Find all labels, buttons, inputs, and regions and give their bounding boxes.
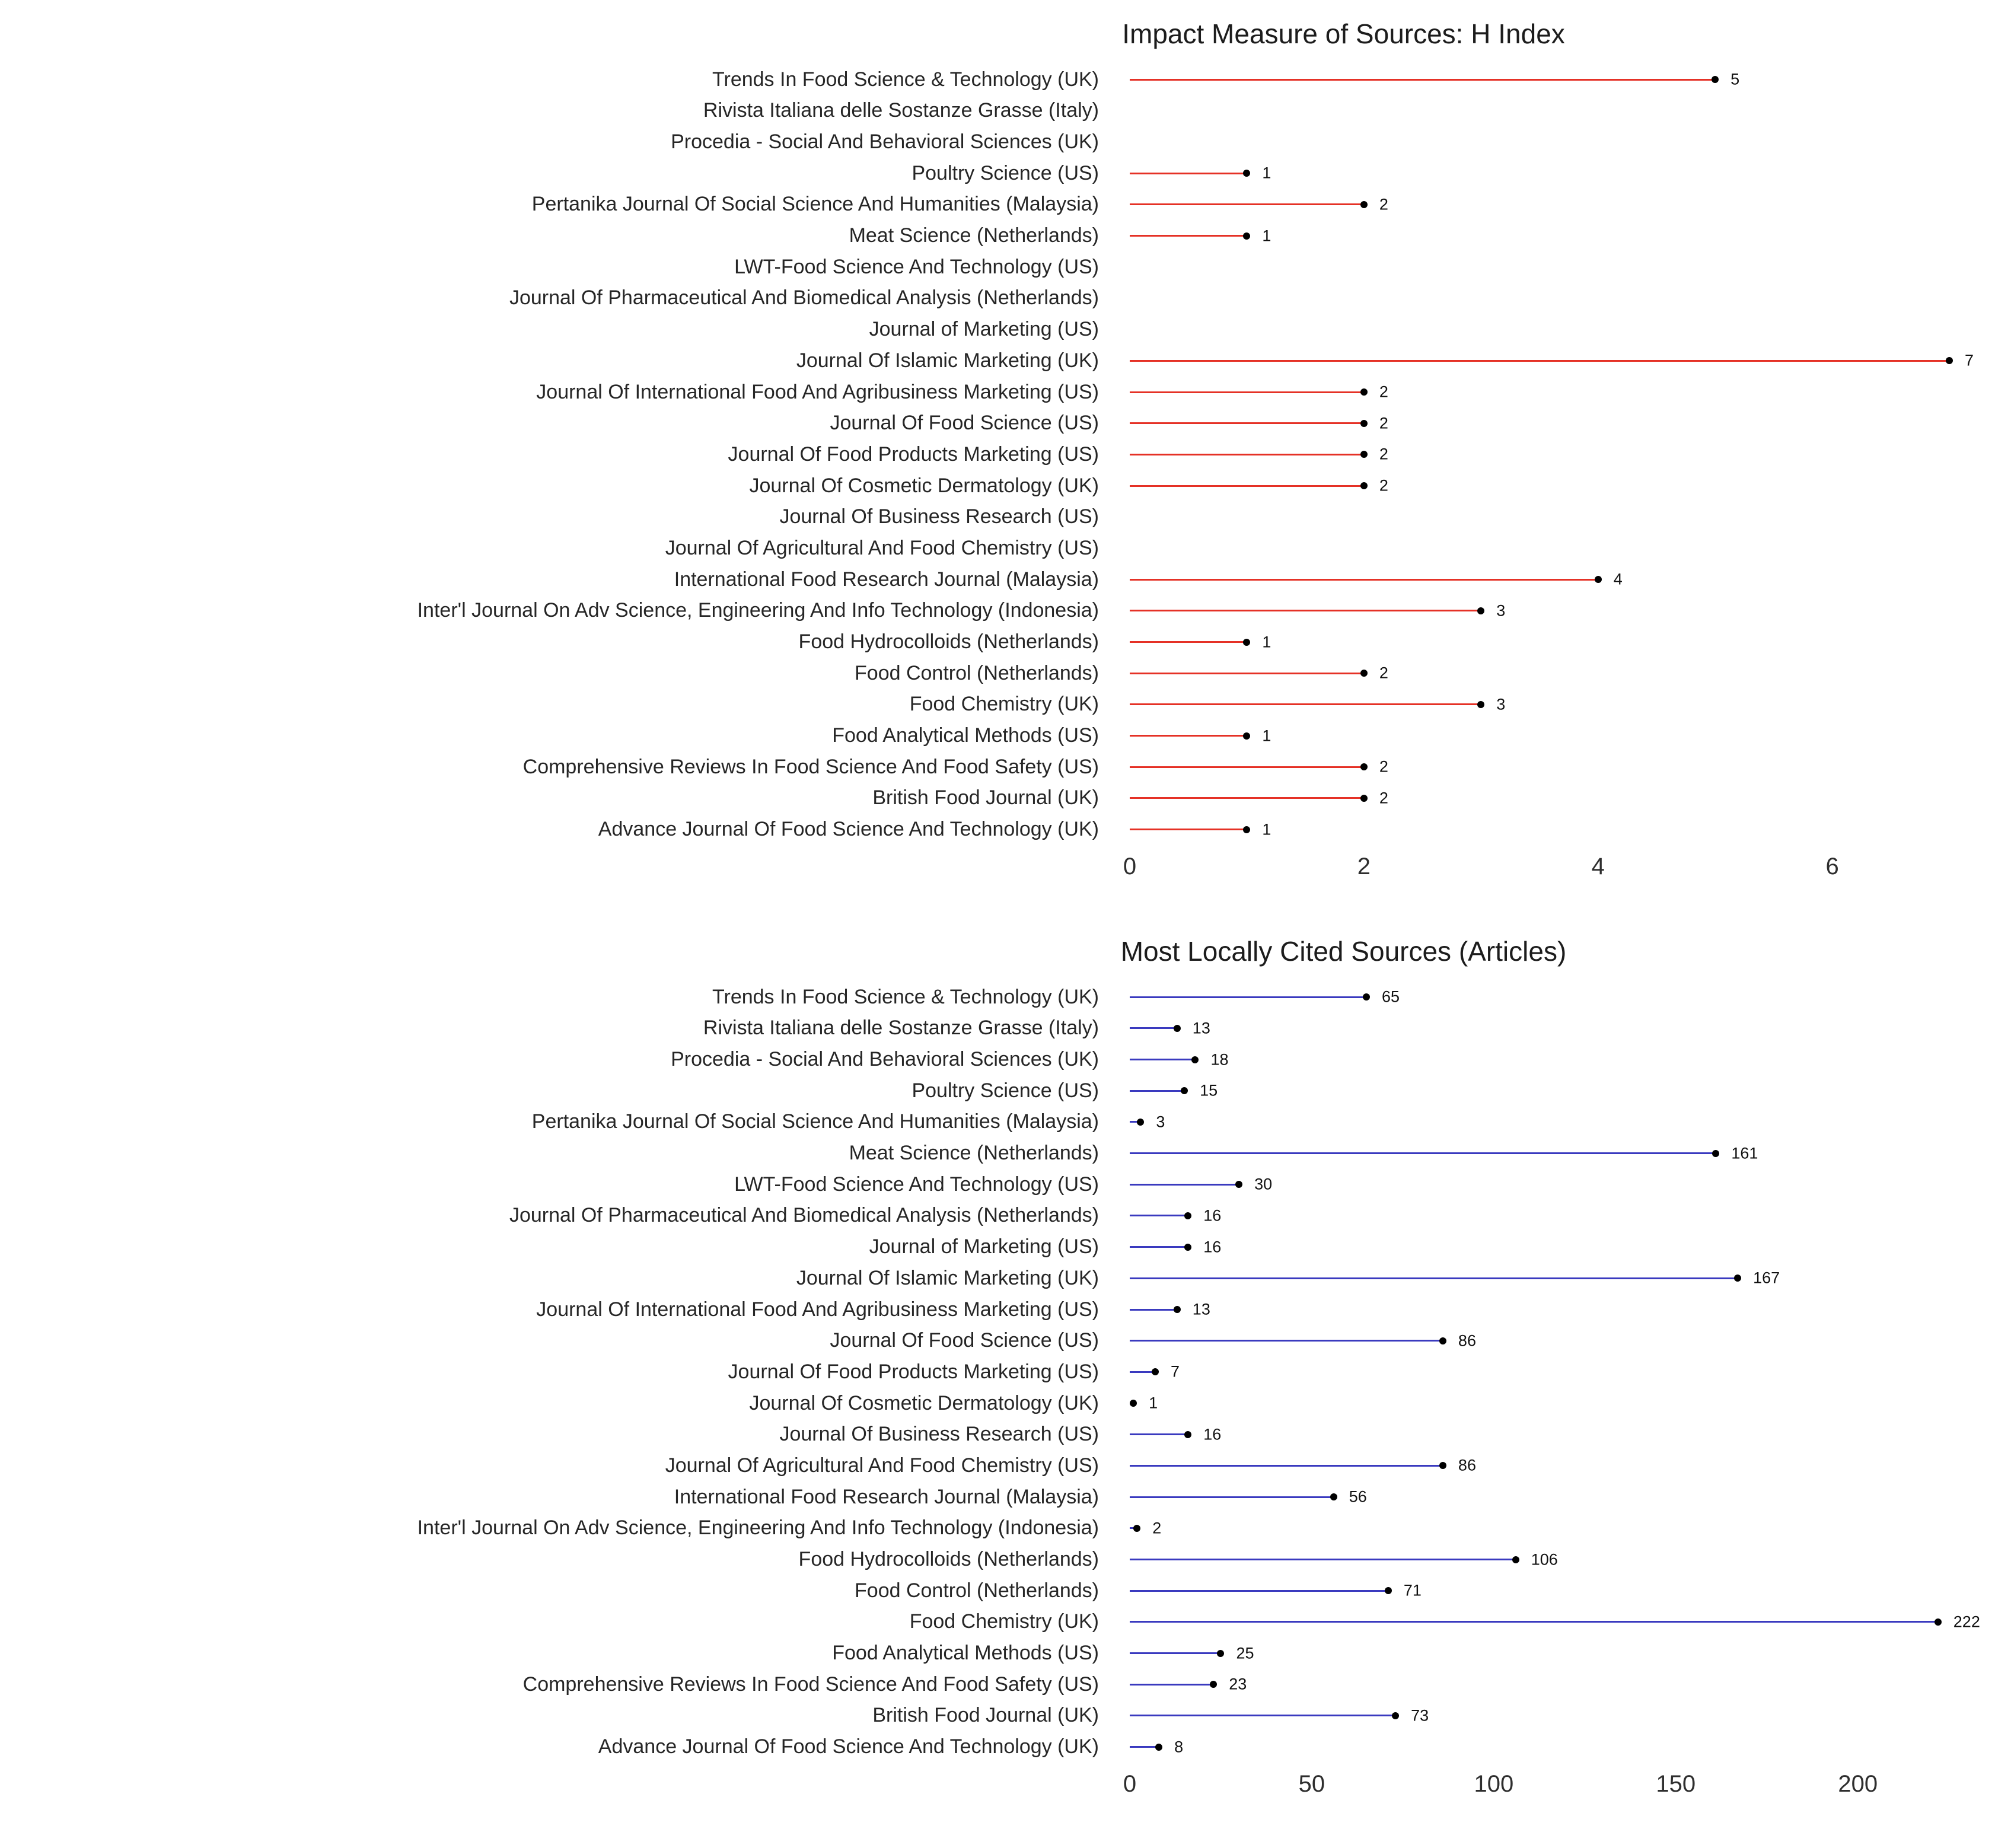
chart-row [15,126,1996,158]
lollipop-stem [1130,797,1364,799]
row-plot [1130,1544,1996,1575]
lollipop-stem [1130,703,1481,705]
value-label: 5 [1730,70,1740,88]
value-label: 16 [1203,1425,1222,1444]
category-label: Food Control (Netherlands) [855,1579,1099,1602]
row-plot [1130,189,1996,221]
value-label: 2 [1152,1519,1162,1537]
category-label: Journal Of Islamic Marketing (UK) [796,349,1099,372]
row-plot [1130,1356,1996,1388]
x-axis [15,1766,1996,1809]
category-label: Journal Of International Food And Agribusiness Marketing (US) [536,380,1099,403]
value-label: 13 [1192,1300,1210,1318]
chart-row [15,751,1996,783]
row-plot [1130,1075,1996,1107]
chart-row [15,1294,1996,1326]
lollipop-dot [1243,232,1250,240]
lollipop-stem [1130,1184,1239,1186]
category-label: Journal Of Agricultural And Food Chemistry (US) [665,536,1099,559]
category-label: Journal Of Cosmetic Dermatology (UK) [749,1391,1099,1414]
lollipop-stem [1130,360,1949,362]
lollipop-dot [1439,1462,1446,1469]
value-label: 2 [1379,383,1388,401]
lollipop-stem [1130,1684,1213,1685]
category-label: Inter'l Journal On Adv Science, Engineering And Info Technology (Indonesia) [417,599,1099,622]
lollipop-stem [1130,641,1247,643]
chart-row [15,345,1996,377]
value-label: 18 [1210,1050,1229,1068]
row-plot [1130,1107,1996,1138]
category-label: Comprehensive Reviews In Food Science And Food Safety (US) [522,755,1099,778]
lollipop-stem [1130,235,1247,237]
chart-row [15,251,1996,283]
category-label: Food Hydrocolloids (Netherlands) [798,630,1099,654]
row-plot [1130,1669,1996,1700]
chart-row [15,220,1996,251]
lollipop-stem [1130,1059,1195,1060]
lollipop-stem [1130,1559,1516,1560]
lollipop-dot [1477,701,1484,708]
x-axis-tick-label: 0 [1123,853,1137,880]
lollipop-dot [1181,1087,1188,1094]
category-label: Trends In Food Science & Technology (UK) [712,68,1099,91]
row-plot [1130,1012,1996,1044]
row-plot [1130,1325,1996,1356]
lollipop-stem [1130,1590,1388,1592]
chart-row [15,1231,1996,1263]
lollipop-stem [1130,829,1247,830]
row-plot [1130,1575,1996,1607]
chart-row [15,439,1996,470]
chart-row [15,1075,1996,1107]
x-axis-ticks [1123,849,1996,891]
value-label: 1 [1262,227,1271,245]
category-label: Pertanika Journal Of Social Science And Humanities (Malaysia) [531,1110,1099,1133]
x-axis-tick-label: 4 [1591,853,1605,880]
lollipop-dot [1155,1744,1162,1751]
value-label: 73 [1411,1706,1429,1725]
chart-row [15,1012,1996,1044]
lollipop-stem [1130,1215,1188,1216]
row-plot [1130,982,1996,1013]
lollipop-dot [1137,1119,1144,1126]
lollipop-stem [1130,1152,1716,1154]
row-plot [1130,64,1996,95]
lollipop-dot [1133,1525,1140,1532]
chart-row [15,501,1996,533]
chart-row [15,158,1996,189]
lollipop-dot [1174,1306,1181,1313]
lollipop-stem [1130,1246,1188,1248]
h-index-chart-title: Impact Measure of Sources: H Index [1122,18,1565,49]
chart-row [15,1450,1996,1481]
lollipop-dot [1934,1618,1942,1626]
lollipop-dot [1363,993,1370,1001]
row-plot [1130,158,1996,189]
x-axis-tick-label: 0 [1123,1770,1137,1797]
chart-row [15,1107,1996,1138]
chart-row [15,1263,1996,1294]
category-label: British Food Journal (UK) [872,786,1099,810]
lollipop-stem [1130,1090,1184,1092]
category-label: Journal Of Food Science (US) [830,1329,1099,1352]
chart-row [15,189,1996,221]
value-label: 65 [1382,987,1400,1006]
row-plot [1130,377,1996,408]
lollipop-dot [1184,1244,1191,1251]
chart-row [15,1575,1996,1607]
value-label: 2 [1379,664,1388,682]
value-label: 2 [1379,445,1388,463]
lollipop-stem [1130,766,1364,768]
value-label: 2 [1379,789,1388,807]
lollipop-dot [1243,639,1250,646]
h-index-chart-body [15,64,1996,891]
row-plot [1130,283,1996,314]
chart-row [15,1419,1996,1450]
chart-row [15,1200,1996,1232]
lollipop-stem [1130,1715,1395,1716]
category-label: LWT-Food Science And Technology (US) [734,1172,1099,1196]
category-label: Food Chemistry (UK) [909,693,1099,716]
chart-row [15,595,1996,626]
lollipop-dot [1243,732,1250,740]
lollipop-stem [1130,391,1364,393]
row-plot [1130,814,1996,845]
row-plot [1130,1700,1996,1732]
row-plot [1130,95,1996,126]
row-plot [1130,126,1996,158]
chart-row [15,1044,1996,1075]
chart-row [15,95,1996,126]
category-label: Journal Of Islamic Marketing (UK) [796,1266,1099,1289]
h-index-chart [15,17,1996,891]
value-label: 106 [1531,1550,1558,1568]
value-label: 3 [1496,601,1506,620]
row-plot [1130,1450,1996,1481]
category-label: Journal of Marketing (US) [869,1235,1099,1258]
value-label: 161 [1731,1144,1758,1162]
value-label: 222 [1953,1613,1980,1631]
lollipop-dot [1392,1712,1399,1719]
x-axis-tick-label: 150 [1656,1770,1696,1797]
value-label: 86 [1458,1331,1476,1350]
chart-row [15,533,1996,564]
category-label: Food Chemistry (UK) [909,1610,1099,1633]
category-label: Poultry Science (US) [912,1079,1099,1102]
category-label: Comprehensive Reviews In Food Science And Food Safety (US) [522,1672,1099,1696]
lollipop-dot [1712,76,1719,83]
category-label: Inter'l Journal On Adv Science, Engineering And Info Technology (Indonesia) [417,1516,1099,1540]
chart-row [15,1356,1996,1388]
lollipop-stem [1130,1496,1334,1498]
lollipop-dot [1360,420,1368,427]
row-plot [1130,751,1996,783]
lollipop-stem [1130,996,1366,998]
lollipop-dot [1477,607,1484,614]
lollipop-dot [1243,170,1250,177]
category-label: Food Hydrocolloids (Netherlands) [798,1548,1099,1570]
value-label: 15 [1200,1081,1218,1100]
value-label: 3 [1496,695,1506,713]
category-label: Journal Of Pharmaceutical And Biomedical Analysis (Netherlands) [509,1204,1099,1227]
lollipop-dot [1712,1150,1719,1157]
lollipop-stem [1130,1465,1443,1467]
row-plot [1130,689,1996,721]
value-label: 13 [1192,1019,1210,1037]
lollipop-stem [1130,673,1364,674]
value-label: 23 [1229,1675,1247,1693]
value-label: 71 [1403,1581,1422,1600]
category-label: Poultry Science (US) [912,161,1099,184]
category-label: Procedia - Social And Behavioral Sciences (UK) [671,1048,1099,1070]
lollipop-stem [1130,173,1247,174]
row-plot [1130,783,1996,814]
lollipop-stem [1130,1027,1177,1029]
row-plot [1130,314,1996,345]
row-plot [1130,407,1996,439]
lollipop-dot [1191,1056,1199,1063]
x-axis-ticks [1123,1766,1996,1809]
cited-sources-chart-body [15,982,1996,1809]
category-label: Journal Of Cosmetic Dermatology (UK) [749,474,1099,497]
lollipop-dot [1385,1587,1392,1594]
row-plot [1130,658,1996,689]
value-label: 1 [1262,727,1271,745]
chart-row [15,720,1996,751]
chart-row [15,1700,1996,1732]
lollipop-dot [1210,1681,1217,1688]
lollipop-dot [1174,1025,1181,1032]
category-label: Journal Of Business Research (US) [779,505,1099,528]
lollipop-dot [1360,670,1368,677]
lollipop-stem [1130,422,1364,424]
category-label: Journal Of Food Science (US) [830,412,1099,435]
value-label: 1 [1262,633,1271,651]
lollipop-dot [1217,1650,1224,1657]
chart-row [15,1607,1996,1638]
row-plot [1130,1419,1996,1450]
category-label: Rivista Italiana delle Sostanze Grasse (Italy) [703,1017,1099,1040]
chart-row [15,377,1996,408]
category-label: Journal of Marketing (US) [869,318,1099,341]
value-label: 16 [1203,1206,1222,1225]
category-label: Journal Of Business Research (US) [779,1423,1099,1446]
chart-row [15,1731,1996,1763]
chart-row [15,658,1996,689]
chart-row [15,64,1996,95]
chart-row [15,314,1996,345]
lollipop-stem [1130,79,1715,81]
lollipop-dot [1184,1212,1191,1219]
chart-row [15,1169,1996,1200]
value-label: 16 [1203,1238,1222,1256]
lollipop-stem [1130,1746,1159,1748]
row-plot [1130,1263,1996,1294]
axis-spacer [15,849,1130,891]
x-axis-tick-label: 200 [1838,1770,1878,1797]
lollipop-dot [1439,1337,1446,1344]
chart-row [15,1138,1996,1169]
category-label: Journal Of Food Products Marketing (US) [728,442,1099,466]
row-plot [1130,1512,1996,1544]
chart-row [15,1388,1996,1419]
value-label: 56 [1349,1487,1367,1506]
value-label: 86 [1458,1456,1476,1474]
lollipop-stem [1130,1277,1738,1279]
lollipop-dot [1360,388,1368,396]
lollipop-dot [1360,763,1368,770]
lollipop-dot [1152,1368,1159,1375]
row-plot [1130,1044,1996,1075]
x-axis-tick-label: 50 [1298,1770,1325,1797]
chart-row [15,1669,1996,1700]
category-label: Meat Science (Netherlands) [849,224,1099,247]
value-label: 167 [1753,1269,1780,1287]
value-label: 1 [1262,164,1271,182]
lollipop-stem [1130,1652,1220,1654]
lollipop-dot [1330,1493,1337,1500]
chart-row [15,1544,1996,1575]
value-label: 7 [1170,1362,1180,1381]
lollipop-stem [1130,485,1364,487]
category-label: Pertanika Journal Of Social Science And Humanities (Malaysia) [531,193,1099,216]
category-label: Advance Journal Of Food Science And Technology (UK) [598,1735,1099,1758]
row-plot [1130,1481,1996,1513]
axis-spacer [15,1766,1130,1809]
value-label: 25 [1236,1644,1254,1662]
value-label: 3 [1156,1113,1165,1131]
category-label: Food Control (Netherlands) [855,661,1099,684]
category-label: LWT-Food Science And Technology (US) [734,255,1099,278]
chart-row [15,1512,1996,1544]
chart-row [15,564,1996,595]
value-label: 1 [1149,1394,1158,1412]
lollipop-dot [1734,1275,1741,1282]
value-label: 2 [1379,757,1388,776]
chart-row [15,1637,1996,1669]
value-label: 2 [1379,476,1388,495]
lollipop-dot [1243,826,1250,833]
category-label: International Food Research Journal (Malaysia) [674,568,1099,591]
row-plot [1130,345,1996,377]
chart-row [15,783,1996,814]
lollipop-stem [1130,1340,1443,1342]
lollipop-dot [1130,1400,1137,1407]
x-axis-tick-label: 2 [1357,853,1371,880]
value-label: 1 [1262,820,1271,839]
row-plot [1130,1607,1996,1638]
row-plot [1130,501,1996,533]
lollipop-stem [1130,203,1364,205]
category-label: Rivista Italiana delle Sostanze Grasse (Italy) [703,99,1099,122]
row-plot [1130,595,1996,626]
category-label: Trends In Food Science & Technology (UK) [712,985,1099,1008]
lollipop-dot [1184,1431,1191,1438]
chart-row [15,283,1996,314]
category-label: International Food Research Journal (Malaysia) [674,1485,1099,1508]
row-plot [1130,1388,1996,1419]
category-label: Procedia - Social And Behavioral Sciences (UK) [671,130,1099,154]
category-label: Journal Of International Food And Agribusiness Marketing (US) [536,1298,1099,1321]
category-label: British Food Journal (UK) [872,1704,1099,1727]
row-plot [1130,1138,1996,1169]
row-plot [1130,1200,1996,1232]
chart-row [15,626,1996,658]
value-label: 7 [1965,351,1974,369]
row-plot [1130,1294,1996,1326]
lollipop-stem [1130,1309,1177,1311]
category-label: Journal Of Agricultural And Food Chemistry (US) [665,1454,1099,1477]
lollipop-stem [1130,579,1598,581]
chart-row [15,814,1996,845]
value-label: 4 [1613,570,1623,588]
lollipop-dot [1360,451,1368,458]
lollipop-dot [1595,576,1602,583]
lollipop-stem [1130,735,1247,737]
x-axis-tick-label: 100 [1474,1770,1514,1797]
category-label: Journal Of Food Products Marketing (US) [728,1360,1099,1383]
row-plot [1130,251,1996,283]
row-plot [1130,1169,1996,1200]
lollipop-dot [1360,482,1368,489]
row-plot [1130,439,1996,470]
lollipop-stem [1130,610,1481,611]
row-plot [1130,720,1996,751]
lollipop-stem [1130,1433,1188,1435]
value-label: 8 [1174,1738,1184,1756]
lollipop-dot [1360,201,1368,208]
chart-row [15,982,1996,1013]
value-label: 30 [1254,1175,1273,1193]
lollipop-dot [1512,1556,1519,1563]
lollipop-dot [1360,795,1368,802]
value-label: 2 [1379,414,1388,432]
category-label: Journal Of Pharmaceutical And Biomedical Analysis (Netherlands) [509,286,1099,310]
lollipop-dot [1235,1181,1242,1188]
chart-row [15,1325,1996,1356]
row-plot [1130,1731,1996,1763]
x-axis [15,849,1996,891]
chart-row [15,689,1996,721]
x-axis-tick-label: 6 [1825,853,1839,880]
category-label: Meat Science (Netherlands) [849,1142,1099,1165]
row-plot [1130,533,1996,564]
lollipop-stem [1130,1621,1938,1623]
category-label: Food Analytical Methods (US) [832,1642,1099,1665]
cited-sources-chart-title: Most Locally Cited Sources (Articles) [1120,935,1567,967]
row-plot [1130,1637,1996,1669]
row-plot [1130,220,1996,251]
row-plot [1130,470,1996,502]
value-label: 2 [1379,195,1388,214]
category-label: Food Analytical Methods (US) [832,724,1099,747]
cited-sources-chart [15,934,1996,1809]
category-label: Advance Journal Of Food Science And Technology (UK) [598,818,1099,841]
row-plot [1130,564,1996,595]
lollipop-dot [1946,357,1953,364]
row-plot [1130,1231,1996,1263]
chart-row [15,470,1996,502]
chart-row [15,407,1996,439]
lollipop-stem [1130,454,1364,455]
row-plot [1130,626,1996,658]
chart-row [15,1481,1996,1513]
